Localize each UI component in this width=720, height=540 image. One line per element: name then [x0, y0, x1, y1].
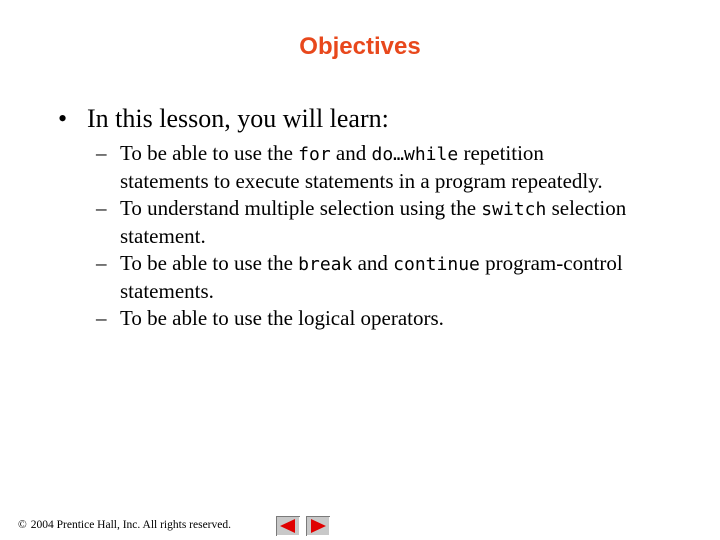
list-item-line: [120, 195, 696, 223]
slide-title: Objectives: [299, 33, 421, 60]
list-item-line: statements.: [120, 279, 214, 303]
copyright-footer: [18, 518, 231, 532]
list-item-text: and: [352, 251, 394, 275]
list-item: [96, 305, 696, 332]
list-item: [96, 250, 696, 305]
triangle-left-icon: [276, 516, 300, 536]
objectives-list: [96, 140, 696, 332]
list-item-text: selection: [546, 196, 627, 220]
next-slide-button[interactable]: [306, 516, 330, 536]
list-item: [96, 140, 696, 195]
list-item-line: [120, 250, 696, 278]
previous-slide-button[interactable]: [276, 516, 300, 536]
code-keyword: for: [298, 144, 331, 165]
list-item-text: To be able to use the: [120, 141, 299, 165]
bullet-marker: •: [58, 104, 68, 133]
list-item: [96, 195, 696, 250]
dash-marker: –: [96, 251, 107, 275]
list-item-text: To be able to use the: [120, 251, 299, 275]
triangle-right-icon: [306, 516, 330, 536]
dash-marker: –: [96, 306, 107, 330]
list-item-line: statements to execute statements in a program repeatedly.: [120, 169, 603, 193]
list-item-text: repetition: [458, 141, 544, 165]
list-item-text: To understand multiple selection using the: [120, 196, 482, 220]
list-item-line: To be able to use the logical operators.: [120, 306, 444, 330]
list-item-line: [120, 140, 696, 168]
copyright-icon: ©: [18, 519, 27, 531]
list-item-text: program-control: [479, 251, 623, 275]
list-item-text: and: [330, 141, 372, 165]
main-bullet: [58, 103, 389, 135]
code-keyword: continue: [393, 254, 480, 275]
dash-marker: –: [96, 141, 107, 165]
list-item-line: statement.: [120, 224, 206, 248]
copyright-text: 2004 Prentice Hall, Inc. All rights reserved.: [30, 519, 231, 531]
code-keyword: break: [298, 254, 353, 275]
code-keyword: switch: [481, 199, 547, 220]
main-bullet-text: In this lesson, you will learn:: [87, 104, 389, 133]
dash-marker: –: [96, 196, 107, 220]
code-keyword: do…while: [371, 144, 459, 165]
